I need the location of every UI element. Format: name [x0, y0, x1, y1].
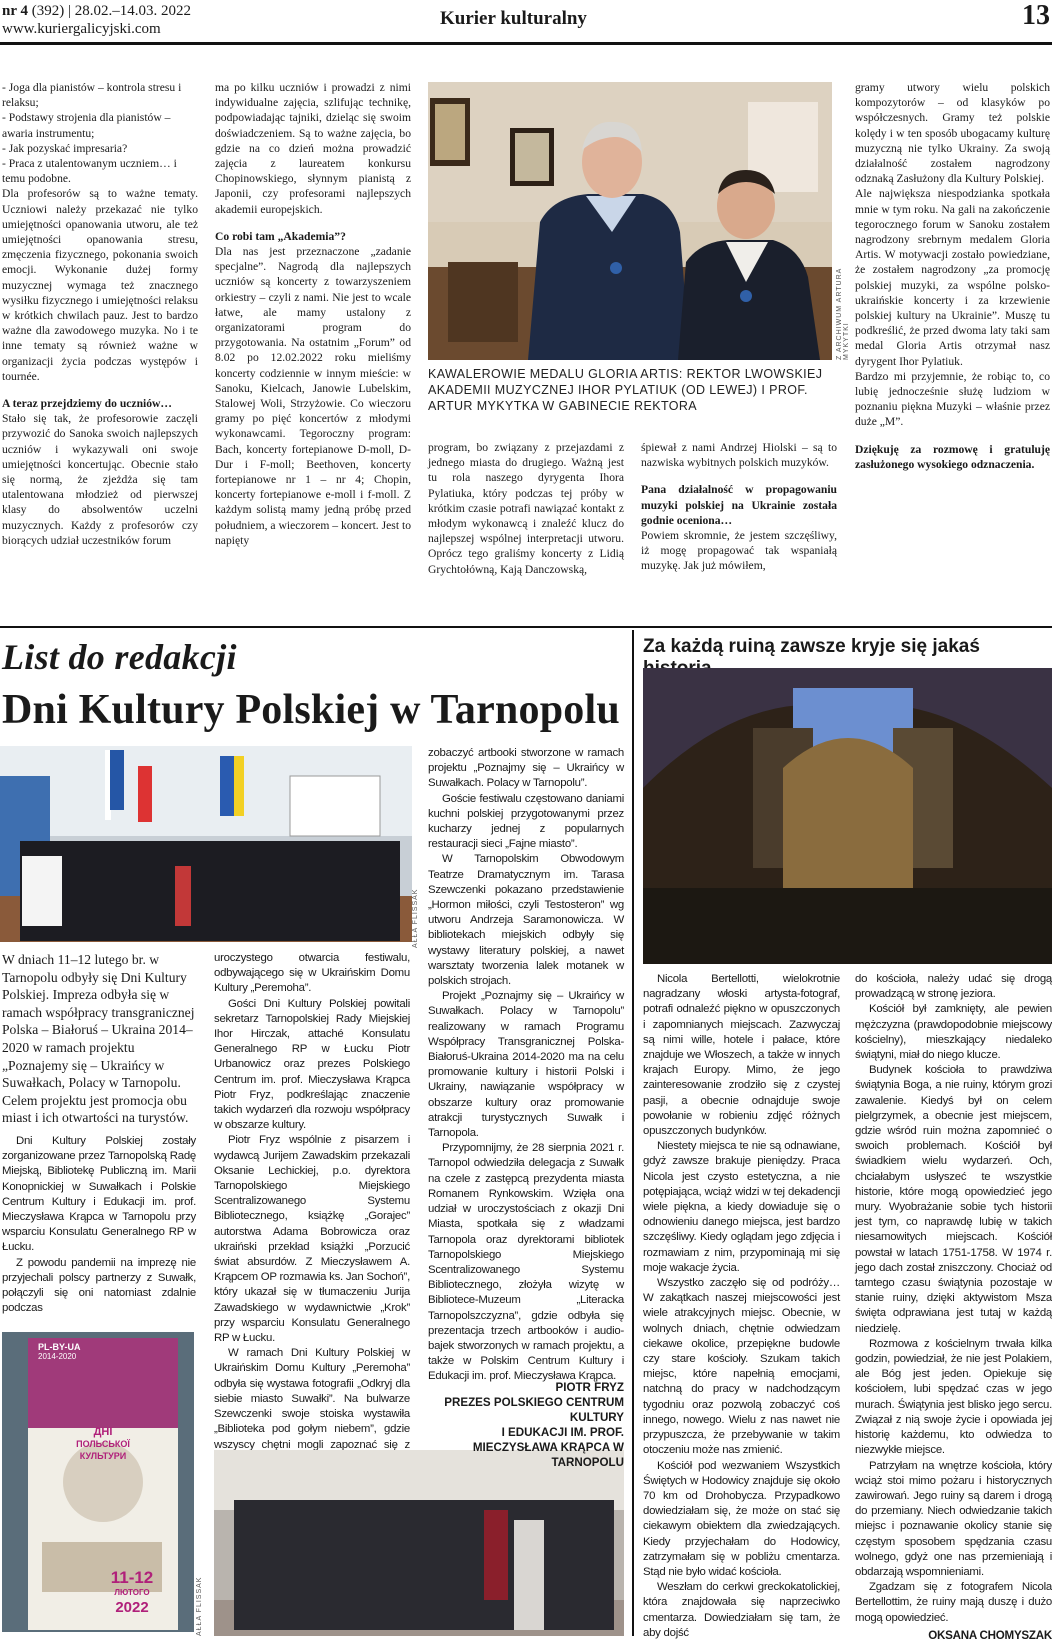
interview-question: Pana działalność w propagowaniu muzyki polskiej na Ukrainie została godnie oceniona… [641, 483, 837, 527]
poster-dates: 11-12 [110, 1568, 154, 1587]
section-title: Kurier kulturalny [440, 8, 587, 29]
poster-title-3: КУЛЬТУРИ [79, 1451, 127, 1461]
letter-lede: W dniach 11–12 lutego br. w Tarnopolu odbyły się Dni Kultury Polskiej. Impreza odbyła się w ramach współpracy transgranicznej Polska – Białoruś – Ukraina 2014–2020 w ramach projektu „Poznajemy się – Ukraińcy w Suwałkach, Polacy w Tarnopolu. Celem projektu jest promocja obu miast i ich otwartości na turystów. [2, 952, 195, 1126]
poster-month: ЛЮТОГО [114, 1588, 150, 1597]
letter-signature: PIOTR FRYZ PREZES POLSKIEGO CENTRUM KULTURY I EDUKACJI IM. PROF. MIECZYSŁAWA KRĄPCA W TARNOPOLU [444, 1381, 624, 1469]
ruins-title: Za każdą ruiną zawsze kryje się jakaś [643, 636, 980, 657]
section-rule [0, 626, 1052, 628]
column-rule [632, 630, 634, 1636]
interview-closing: Dziękuję za rozmowę i gratuluję zasłużonego wysokiego odznaczenia. [855, 442, 1050, 471]
photo-caption: KAWALEROWIE MEDALU GLORIA ARTIS: REKTOR LWOWSKIEJ AKADEMII MUZYCZNEJ IHOR PYLATIUK (OD LEWEJ) I PROF. ARTUR MYKYTKA W GABINECIE REKTORA [428, 367, 823, 413]
ruins-column-2: do kościoła, należy udać się drogą prowadzącą w stronę jeziora. Kościół był zamknięty, ale pewien mężczyzna (prawdopodobnie miejscowy kościelny), mieszkający niedaleko świątyni, miał do niego klucze. Budynek kościoła to prawdziwa świątynia Boga, a nie ruiny, którym grozi zawalenie. Kiedyś był on celem pielgrzymek, a obecnie jest miejscem, gdzie wśród ruin można zapomnieć o swoich problemach. Kościół był świadkiem wielu wydarzeń. Och, chciałabym usłyszeć te wszystkie historie, które mogą opowiedzieć jego mury. Wyobrażanie sobie tych historii jest tym, co naprawdę lubię w takich niesamowitych miejscach. Kościół powstał w latach 1751-1758. W 1974 r. jego dach został zniszczony. Chociaż od tamtego czasu świątynia pozostaje w stanie ruiny, dzięki aktywistom Msza święta odprawiana jest tutaj w każdą niedzielę. Rozmowa z kościelnym trwała kilka godzin, powiedział, że nie jest Polakiem, ale Bóg jest jeden. Opiekuje się kościołem, lubi spędzać czas w jego murach. Świątynia jest blisko jego sercu. Związał z nią swoje życie i opowiada jej historię każdemu, kto odwiedza to niezwykłe miejsce. Patrzyłam na wnętrze kościoła, który wciąż stoi mimo pożaru i historycznych zawirowań. Jego ruiny są darem i drogą do przemiany. Niech odwiedzanie takich miejsc i poznawanie okolicy stanie się częstym sposobem spędzania czasu wolnego, gdyż one nas przemieniają i obdarzają wspomnieniami. Zgadzam się z fotografem Nicola Bertellottim, że ruiny mają duszę i dużo mogą opowiedzieć. OKSANA CHOMYSZAK [855, 973, 1052, 1642]
church-ruins-photo [643, 668, 1052, 964]
interview-column-1: - Joga dla pianistów – kontrola stresu i relaksu; - Podstawy strojenia dla pianistów – awaria instrumentu; - Jak pozyskać impresaria? - Praca z utalentowanym uczniem… i temu podobne. Dla profesorów są to ważne tematy. Uczniowi należy przekazać nie tylko umiejętności opanowania utworu, ale też umiejętności opanowania stresu, zmęczenia fizycznego, pokonania swoich emocji. Wykonanie dużej formy muzycznej wymaga też znacznego wysiłku fizycznego i umiejętności relaksu w krótkich chwilach pauz. Jest to bardzo ważne dla zawodowego muzyka. No i te inne tematy są również ważne w organizacji życia podczas występów i tournée. A teraz przejdziemy do uczniów… Stało się tak, że profesorowie zaczęli przywozić do Sanoka swoich najlepszych uczniów i wykazywali oni swoje umiejętności koncertując. Obecnie stało się normą, że zjeżdża się tam utalentowana młodzież od pierwszej klasy do absolwentów uczelni muzycznych. Każdy z profesorów czy biorących udział uczestników forum [2, 81, 198, 547]
page-number: 13 [1022, 0, 1050, 31]
interview-column-4: śpiewał z nami Andrzej Hiolski – są to nazwiska wybitnych polskich muzyków. Pana działalność w propagowaniu muzyki polskiej na Ukrainie została godnie oceniona… Powiem skromnie, że jestem szczęśliwy, iż mogę propagować tak wspaniałą muzykę. Jak już mówiłem, [641, 441, 837, 573]
letter-column-2: uroczystego otwarcia festiwalu, odbywającego się w Ukraińskim Domu Kultury „Peremoha”. Gości Dni Kultury Polskiej powitali sekretarz Tarnopolskiej Rady Miejskiej Ihor Hirczak, attaché Konsulatu Generalnego RP w Łucku Piotr Urbanowicz oraz prezes Polskiego Centrum im. prof. Mieczysława Krąpca Piotr Fryz, podkreślając znaczenie takich wydarzeń dla rozwoju współpracy w obszarze kultury. Piotr Fryz wspólnie z pisarzem i wydawcą Jurijem Zawadskim przekazali Oksanie Lechickiej, p.o. dyrektora Tarnopolskiego Miejskiego Scentralizowanego Systemu Bibliotecznego, książkę „Gorajec” autorstwa Adama Bobrowicza oraz ukraiński przekład książki „Porzucić świat absurdów. Z Mieczysławem A. Krąpcem OP rozmawia ks. Jan Sochoń”, który ukazał się w tłumaczeniu Jurija Zawadskiego w wydawnictwie „Krok” przy wsparciu Konsulatu Generalnego RP w Łucku. W ramach Dni Kultury Polskiej w Ukraińskim Domu Kultury „Peremoha” odbyła się wystawa fotografii „Odkryj dla siebie miasto Suwałki”. Na bulwarze Szewczenki swoje stoiska wystawiła „Biblioteka pod gołym niebem”, gdzie wszyscy chętni mogli zapoznać się z [214, 952, 410, 1451]
ruins-signature: OKSANA CHOMYSZAK [928, 1628, 1052, 1642]
poster-code: PL-BY-UA [38, 1342, 81, 1352]
rector-office-photo [428, 82, 832, 360]
letter-headline: Dni Kultury Polskiej w Tarnopolu [2, 687, 620, 733]
festival-poster-photo [2, 1332, 194, 1632]
letter-kicker: List do redakcji [2, 637, 237, 677]
letter-column-1: Dni Kultury Polskiej zostały zorganizowane przez Tarnopolską Radę Miejską, Bibliotekę Publiczną im. Marii Konopnickiej w Suwałkach i Polskie Centrum Kultury i Edukacji im. prof. Mieczysława Krąpca w Tarnopolu przy wsparciu Konsulatu Generalnego RP w Łucku. Z powodu pandemii na imprezę nie przyjechali polscy partnerzy z Suwałk, połączyli się oni natomiast zdalnie podczas [2, 1135, 196, 1315]
interview-question: A teraz przejdziemy do uczniów… [2, 397, 172, 411]
group-photo-2 [214, 1450, 624, 1636]
group-photo-1 [0, 746, 412, 942]
poster-year: 2022 [115, 1599, 149, 1616]
website-url[interactable]: www.kuriergalicyjski.com [2, 21, 161, 37]
issue-info: nr 4 (392) | 28.02.–14.03. 2022 [2, 3, 191, 19]
photo-credit: Z ARCHIWUM ARTURA MYKYTKI [836, 268, 850, 360]
interview-column-3: program, bo związany z przejazdami z jednego miasta do drugiego. Ważną jest tu rola naszego dyrygenta Ihora Pylatiuka, który podczas tej próby w krótkim czasie potrafi nawiązać kontakt z młodym wykonawcą i znaleźć klucz do najlepszej wspólnej interpretacji utworu. Oprócz tego graliśmy koncerty z Lidią Grychtołówną, Kają Danczowską, [428, 441, 624, 576]
letter-column-3: zobaczyć artbooki stworzone w ramach projektu „Poznajmy się – Ukraińcy w Suwałkach. Polacy w Tarnopolu”. Goście festiwalu częstowano daniami kuchni polskiej przygotowanymi przez kucharzy jednej z popularnych restauracji sieci „Fajne miasto”. W Tarnopolskim Obwodowym Teatrze Dramatycznym im. Tarasa Szewczenki pokazano przedstawienie „Hormon miłości, czyli Testosteron” wg utworu Andrzeja Saramonowicza. W bibliotekach miejskich odbyły się wystawy literatury polskiej, a nawet warsztaty tworzenia lalek motanek w polskich strojach. Projekt „Poznajmy się – Ukraińcy w Suwałkach. Polacy w Tarnopolu” realizowany w ramach Programu Współpracy Transgranicznej Polska-Białoruś-Ukraina 2014-2020 ma na celu promowanie kultury i historii Polski i Ukrainy, nawiązanie współpracy w obszarze kultury oraz promowanie atrakcji turystycznych Suwałk i Tarnopola. Przypomnijmy, że 28 sierpnia 2021 r. Tarnopol odwiedziła delegacja z Suwałk na czele z zastępcą prezydenta miasta Romanem Rynkowskim. Wzięła ona udział w uroczystościach z okazji Dni Miasta, spotkała się z władzami Tarnopola oraz dyrektorami bibliotek Tarnopolskiego Miejskiego Scentralizowanego Systemu Bibliotecznego, złożyła wizytę w Bibliotece-Muzeum „Literacka Tarnopolszczyzna”, gdzie odbyła się prezentacja trzech artbooków i audio-bajek stworzonych w ramach projektu, a także w Polskim Centrum Kultury i Edukacji im. prof. Mieczysława Krąpca. [428, 747, 624, 1383]
header-rule [0, 42, 1052, 45]
photo-credit-1: AŁŁA FLISSAK [412, 888, 419, 948]
ruins-column-1: Nicola Bertellotti, wielokrotnie nagradzany włoski artysta-fotograf, potrafi odnaleźć piękno w opuszczonych i zapomnianych miejscach. Zazwyczaj są nimi wille, hotele i pałace, które znajduje we Włoszech, a także w innych krajach Europy. Mimo, że jego zainteresowanie zrodziło się z czystej pasji, a obecnie odnajduje swoje powołanie w robieniu zdjęć różnych opuszczonych budynków. Niestety miejsca te nie są odnawiane, gdyż zawsze brakuje pieniędzy. Praca Nicola jest czysto estetyczna, a nie potępiająca, wciąż widzi w tej dekadencji wiele piękna, a kiedy dowiaduje się o odnowieniu danego miejsca, jest bardzo szczęśliwy. Kiedy oglądam jego zdjęcia i rozmawiam z nim, przypominają mi się moje wakacje życia. Wszystko zaczęło się od podróży… W zakątkach naszej miejscowości jest wiele atrakcyjnych miejsc. Obecnie, w wolnych dniach, chętnie odwiedzam ciekawe okolice, przepiękne budowle czy stare kościoły. Szukam takich miejsc, które napełnią emocjami, natchną do pracy w nadchodzącym tygodniu oraz pozwolą zobaczyć coś innego, nowego. Wielu z nas nawet nie przypuszcza, że przebywanie w takim otoczeniu może nas zmienić. Kościół pod wezwaniem Wszystkich Świętych w Hodowicy znajduje się około 70 km od Drohobycza. Przypadkowo dowiedziałam się, że może on stać się ciekawym obiektem dla zwiedzających. Kiedy przyjechałam do Hodowicy, zatrzymałam się w pobliżu cmentarza. Stąd nie było widać kościoła. Weszłam do cerkwi greckokatolickiej, która znajdowała się naprzeciwko cmentarza. Dowiedziałam się tam, że aby dojść [643, 973, 840, 1639]
poster-title-1: ДНІ [93, 1426, 113, 1438]
interview-column-5: gramy utwory wielu polskich kompozytorów – od klasyków po współczesnych. Gramy też polskie kolędy i w ten sposób ubogacamy kulturę muzyczną nie tylko Ukrainy. Za swoją działalność zostałem nagrodzony odznaką Zasłużony dla Kultury Polskiej. Ale największa niespodzianka spotkała mnie w tym roku. Na gali na zakończenie tegorocznego forum w Sanoku zostałem nagrodzony srebrnym medalem Gloria Artis. W motywacji zostało powiedziane, że zostałem nagrodzony „za promocję polskiej muzyki, za wspólne polsko-ukraińskie koncerty i za krzewienie polskiej kultury na Ukrainie”. Muszę tu podkreślić, że przed dwoma laty taki sam medal Gloria Artis otrzymał nasz dyrygent Ihor Pylatiuk. Bardzo mi przyjemnie, że robiąc to, co lubię jednocześnie służę ludziom w poznaniu piękna Muzyki – właśnie przez duże „M”. Dziękuję za rozmowę i gratuluję zasłużonego wysokiego odznaczenia. [855, 81, 1050, 471]
poster-years: 2014-2020 [38, 1352, 77, 1361]
poster-title-2: ПОЛЬСЬКОЇ [76, 1439, 130, 1449]
interview-question: Co robi tam „Akademia”? [215, 229, 346, 243]
interview-column-2: ma po kilku uczniów i prowadzi z nimi indywidualne zajęcia, szlifując technikę, podpowiadając tajniki, dzieląc się swoim doświadczeniem. Są to ważne zajęcia, bo gdzie na co dzień można prowadzić zajęcia z laureatem konkursu Chopinowskiego, słynnym pianistą z Japonii, czy profesorami najlepszych akademii europejskich. Co robi tam „Akademia”? Dla nas jest przeznaczone „zadanie specjalne”. Nagrodą dla najlepszych uczniów są koncerty z towarzyszeniem orkiestry – czyli z nami. Nie jest to wcale łatwe, ale mamy ustalony z organizatorami program do przygotowania. Na ostatnim „Forum” od 8.02 po 12.02.2022 roku mieliśmy koncerty codziennie w innym mieście: w Sanoku, Kielcach, Janowie Lubelskim, Stalowej Woli, Strzyżowie. Co wieczoru gramy po pięć koncertów z młodymi wykonawcami. Tegoroczny program: Bach, koncerty fortepianowe D-moll, D-Dur i F-moll; Beethoven, koncerty fortepianowe nr 1 – nr 4; Chopin, koncerty fortepianowe e-moll i f-moll. Z każdym solistą mamy jedną próbę przed południem, a wieczorem – koncert. Jest to napięty [215, 81, 411, 547]
photo-credit-2: AŁŁA FLISSAK [196, 1576, 203, 1636]
